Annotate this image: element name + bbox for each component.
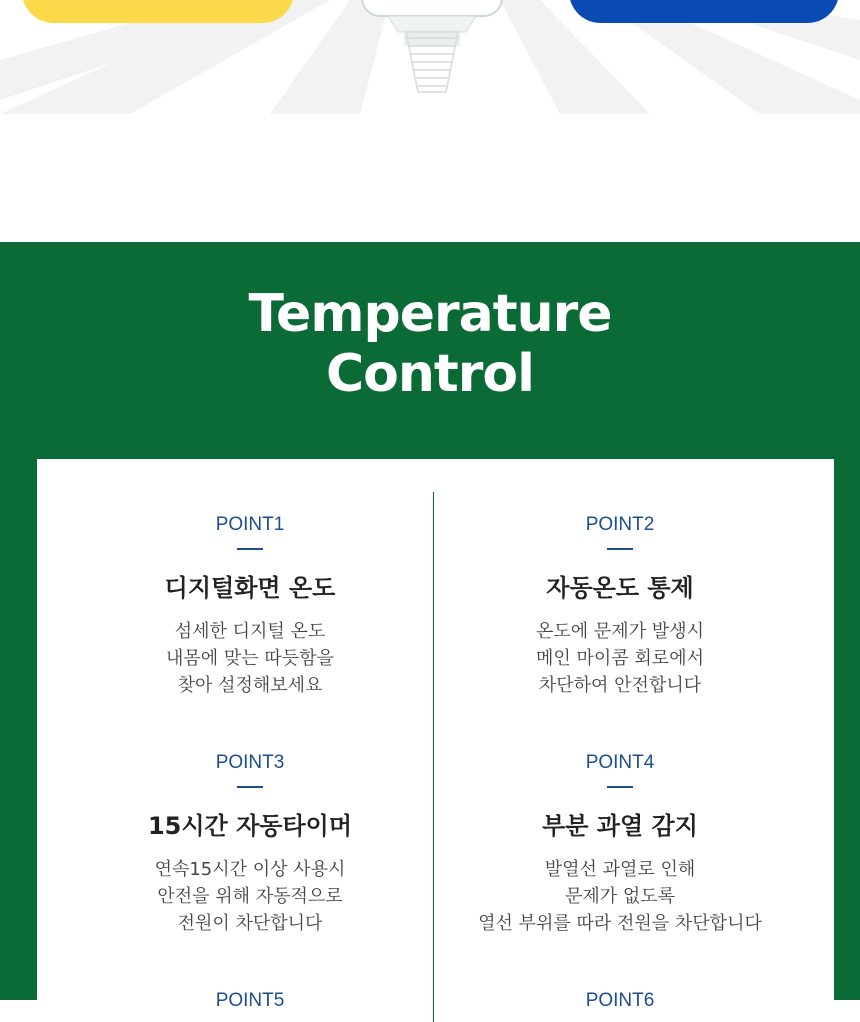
- point-label: POINT2: [585, 514, 655, 535]
- desc-line: 차단하여 안전합니다: [538, 675, 702, 696]
- desc-line: 열선 부위를 따라 전원을 차단합니다: [478, 913, 762, 934]
- top-banner: [0, 0, 860, 114]
- point-2: [422, 514, 818, 699]
- section-title: [0, 284, 860, 404]
- point-description: [52, 856, 448, 937]
- section-title-line1: Temperature: [248, 284, 612, 344]
- point-label: POINT5: [215, 990, 285, 1011]
- point-label: POINT1: [215, 514, 285, 535]
- point-heading: 15시간 자동타이머: [147, 812, 353, 840]
- desc-line: 연속15시간 이상 사용시: [154, 859, 346, 880]
- points-card: [37, 459, 834, 1019]
- temperature-control-section: [0, 242, 860, 1011]
- point-underline: [607, 786, 633, 788]
- desc-line: 내몸에 맞는 따듯함을: [166, 648, 334, 669]
- point-label: POINT6: [585, 990, 655, 1011]
- section-title-line2: Control: [326, 344, 534, 404]
- desc-line: 온도에 문제가 발생시: [536, 621, 704, 642]
- point-underline: [237, 548, 263, 550]
- blue-cta-button[interactable]: [569, 0, 839, 23]
- point-5: [52, 990, 448, 1012]
- desc-line: 안전을 위해 자동적으로: [157, 886, 343, 907]
- point-6: [422, 990, 818, 1012]
- point-4: [422, 752, 818, 937]
- point-1: [52, 514, 448, 699]
- point-heading: 부분 과열 감지: [542, 812, 698, 840]
- point-description: [422, 856, 818, 937]
- point-heading: 자동온도 통제: [546, 574, 694, 602]
- point-label: POINT3: [215, 752, 285, 773]
- desc-line: 섬세한 디지털 온도: [174, 621, 326, 642]
- product-plug-image: [358, 0, 506, 100]
- point-label: POINT4: [585, 752, 655, 773]
- yellow-cta-button[interactable]: [22, 0, 294, 23]
- desc-line: 발열선 과열로 인해: [544, 859, 696, 880]
- point-underline: [607, 548, 633, 550]
- desc-line: 메인 마이콤 회로에서: [536, 648, 704, 669]
- desc-line: 전원이 차단합니다: [177, 913, 323, 934]
- point-underline: [237, 786, 263, 788]
- point-description: [422, 618, 818, 699]
- desc-line: 찾아 설정해보세요: [177, 675, 323, 696]
- point-3: [52, 752, 448, 937]
- point-heading: 디지털화면 온도: [164, 574, 336, 602]
- point-description: [52, 618, 448, 699]
- desc-line: 문제가 없도록: [564, 886, 676, 907]
